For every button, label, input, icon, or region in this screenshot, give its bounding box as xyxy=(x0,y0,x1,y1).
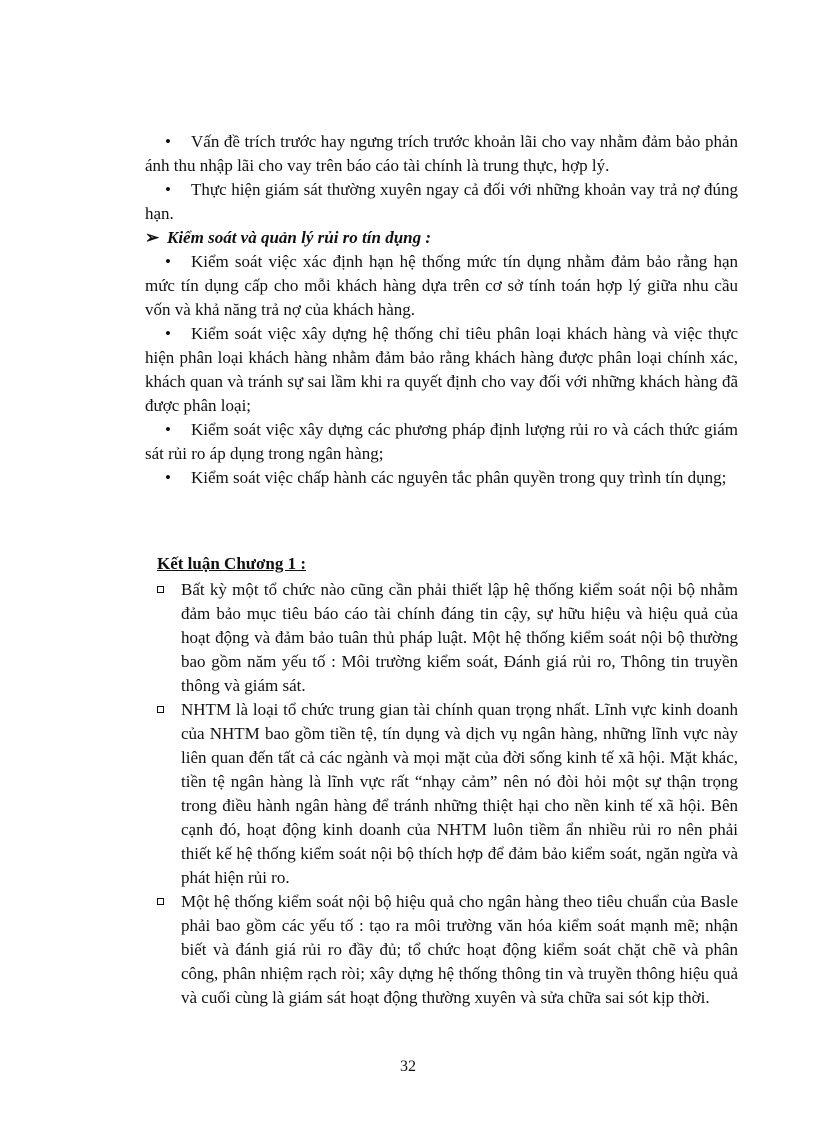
bullet-icon: • xyxy=(165,420,171,439)
bullet-icon: • xyxy=(165,324,171,343)
bullet-paragraph: • Kiểm soát việc xây dựng các phương pháp định lượng rủi ro và cách thức giám sát rủi ro áp dụng trong ngân hàng; xyxy=(145,420,738,463)
bullet-paragraph: • Kiểm soát việc xác định hạn hệ thống mức tín dụng nhằm đảm bảo rằng hạn mức tín dụng cấp cho mỗi khách hàng dựa trên cơ sở tính toán hợp lý giữa nhu cầu vốn và khả năng trả nợ của khách hàng. xyxy=(145,252,738,319)
section-heading: ➢ Kiểm soát và quản lý rủi ro tín dụng : xyxy=(145,226,738,250)
square-bullet-icon xyxy=(157,706,164,713)
page-number: 32 xyxy=(400,1058,416,1075)
bullet-icon: • xyxy=(165,252,171,271)
bullet-paragraph: • Kiểm soát việc xây dựng hệ thống chỉ tiêu phân loại khách hàng và việc thực hiện phân loại khách hàng nhằm đảm bảo rằng khách hàng được phân loại chính xác, khách quan và tránh sự sai lầm khi ra quyết định cho vay đối với những khách hàng đã được phân loại; xyxy=(145,324,738,415)
bullet-paragraph: • Thực hiện giám sát thường xuyên ngay cả đối với những khoản vay trả nợ đúng hạn. xyxy=(145,180,738,223)
document-page xyxy=(145,130,738,1010)
square-bullet-icon xyxy=(157,898,164,905)
list-item: Một hệ thống kiểm soát nội bộ hiệu quả cho ngân hàng theo tiêu chuẩn của Basle phải bao gồm các yếu tố : tạo ra môi trường văn hóa kiểm soát mạnh mẽ; nhận biết và đánh giá rủi ro đầy đủ; tổ chức hoạt động kiểm soát chặt chẽ và phân công, phân nhiệm rạch ròi; xây dựng hệ thống thông tin và truyền thông hiệu quả và cuối cùng là giám sát hoạt động thường xuyên và sửa chữa sai sót kịp thời. xyxy=(145,890,738,1010)
list-item: Bất kỳ một tổ chức nào cũng cần phải thiết lập hệ thống kiểm soát nội bộ nhằm đảm bảo mục tiêu báo cáo tài chính đáng tin cậy, sự hữu hiệu và hiệu quả của hoạt động và đảm bảo tuân thủ pháp luật. Một hệ thống kiểm soát nội bộ thường bao gồm năm yếu tố : Môi trường kiểm soát, Đánh giá rủi ro, Thông tin truyền thông và giám sát. xyxy=(145,578,738,698)
bullet-icon: • xyxy=(165,468,171,487)
bullet-icon: • xyxy=(165,180,171,199)
list-item: NHTM là loại tổ chức trung gian tài chính quan trọng nhất. Lĩnh vực kinh doanh của NHTM bao gồm tiền tệ, tín dụng và dịch vụ ngân hàng, những lĩnh vực này liên quan đến tất cả các ngành và mọi mặt của đời sống kinh tế xã hội. Mặt khác, tiền tệ ngân hàng là lĩnh vực rất “nhạy cảm” nên nó đòi hỏi một sự thận trọng trong điều hành ngân hàng để tránh những thiệt hại cho nền kinh tế xã hội. Bên cạnh đó, hoạt động kinh doanh của NHTM luôn tiềm ẩn nhiều rủi ro nên phải thiết kế hệ thống kiểm soát nội bộ thích hợp để đảm bảo kiểm soát, ngăn ngừa và phát hiện rủi ro. xyxy=(145,698,738,890)
arrow-bullet-icon: ➢ xyxy=(145,228,160,247)
conclusion-list xyxy=(145,578,738,1010)
bullet-paragraph: • Kiểm soát việc chấp hành các nguyên tắc phân quyền trong quy trình tín dụng; xyxy=(145,466,738,490)
square-bullet-icon xyxy=(157,586,164,593)
conclusion-title: Kết luận Chương 1 : xyxy=(157,554,307,573)
bullet-paragraph: • Vấn đề trích trước hay ngưng trích trước khoản lãi cho vay nhằm đảm bảo phản ánh thu nhập lãi cho vay trên báo cáo tài chính là trung thực, hợp lý. xyxy=(145,132,738,175)
bullet-icon: • xyxy=(165,132,171,151)
